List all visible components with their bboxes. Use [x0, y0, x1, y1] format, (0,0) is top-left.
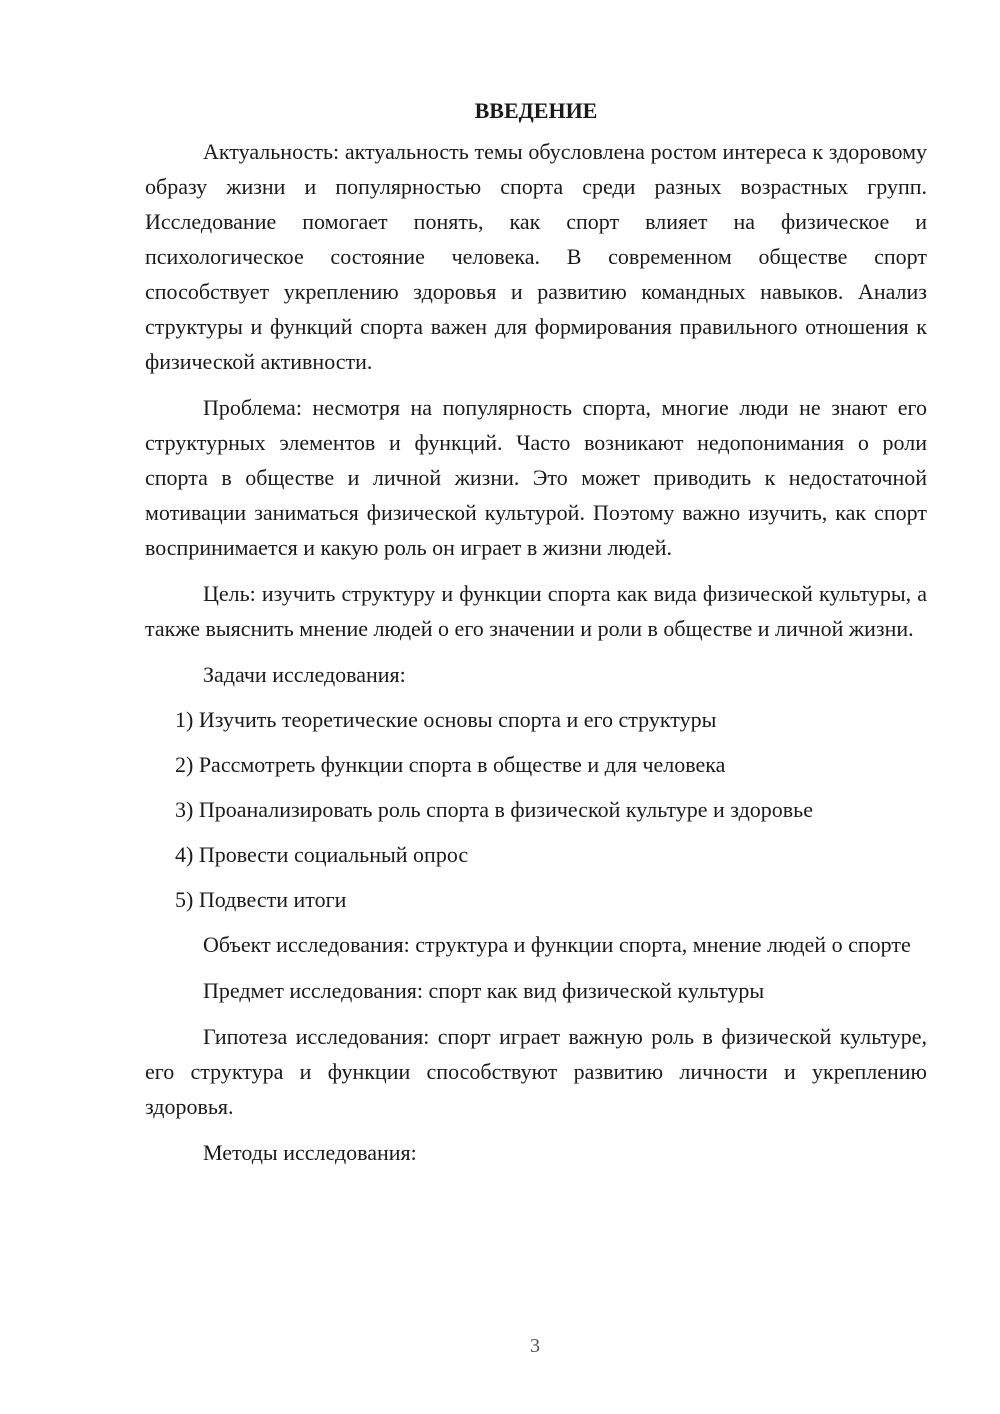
tasks-heading: Задачи исследования: — [203, 662, 406, 687]
paragraph-problem: Проблема: несмотря на популярность спорта, многие люди не знают его структурных элементов и функций. Часто возникают недопонимания о роли спорта в обществе и личной жизни. Это может приводить к недостаточной мотивации заниматься физической культурой. Поэтому важно изучить, как спорт воспринимается и какую роль он играет в жизни людей. — [145, 395, 927, 560]
tasks-list — [145, 702, 927, 917]
paragraph-object: Объект исследования: структура и функции спорта, мнение людей о спорте — [203, 932, 911, 957]
list-item: 2) Рассмотреть функции спорта в обществе и для человека — [175, 752, 726, 777]
document-page — [145, 96, 927, 1181]
list-item: 5) Подвести итоги — [175, 887, 347, 912]
paragraph-hypothesis: Гипотеза исследования: спорт играет важную роль в физической культуре, его структура и функции способствуют развитию личности и укреплению здоровья. — [145, 1024, 927, 1119]
list-item: 1) Изучить теоретические основы спорта и его структуры — [175, 707, 717, 732]
page-number: 3 — [530, 1335, 540, 1357]
paragraph-methods: Методы исследования: — [203, 1140, 417, 1165]
paragraph-subject: Предмет исследования: спорт как вид физической культуры — [203, 978, 765, 1003]
list-item: 4) Провести социальный опрос — [175, 842, 469, 867]
list-item: 3) Проанализировать роль спорта в физической культуре и здоровье — [175, 797, 813, 822]
paragraph-relevance: Актуальность: актуальность темы обусловлена ростом интереса к здоровому образу жизни и популярностью спорта среди разных возрастных групп. Исследование помогает понять, как спорт влияет на физическое и психологическое состояние человека. В современном обществе спорт способствует укреплению здоровья и развитию командных навыков. Анализ структуры и функций спорта важен для формирования правильного отношения к физической активности. — [145, 139, 927, 374]
page-title: ВВЕДЕНИЕ — [474, 98, 598, 123]
paragraph-goal: Цель: изучить структуру и функции спорта как вида физической культуры, а также выяснить мнение людей о его значении и роли в обществе и личной жизни. — [145, 581, 927, 641]
